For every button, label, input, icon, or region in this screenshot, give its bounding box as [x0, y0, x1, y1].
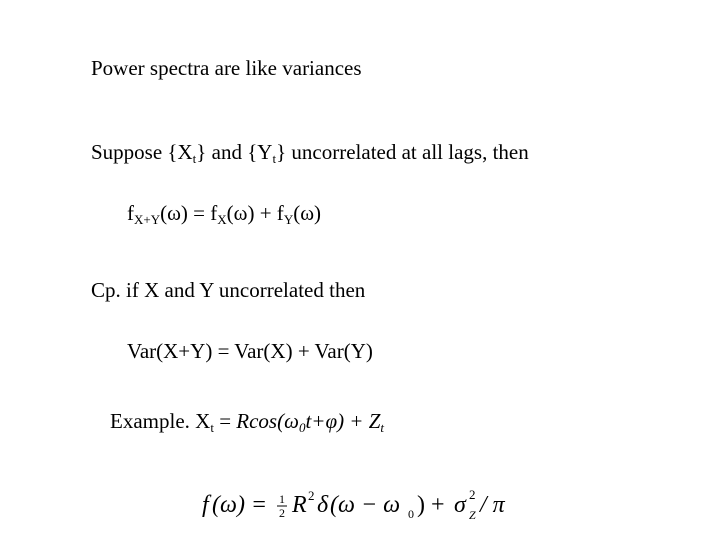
spectrum-part-2: (ω) + f — [226, 201, 284, 225]
example-rcos: Rcos(ω — [236, 409, 299, 433]
spectrum-sub-y: Y — [283, 212, 294, 227]
formula-r-exp: 2 — [308, 488, 315, 503]
formula-sigma: σ — [454, 492, 466, 518]
formula-omega-arg: (ω) = — [212, 492, 268, 518]
formula-sigma-sub: Z — [469, 508, 476, 522]
example-sub-0: 0 — [298, 420, 306, 435]
spectrum-sub-xy: X+Y — [134, 212, 161, 227]
formula-delta: δ — [317, 492, 329, 518]
spectral-density-formula — [198, 482, 538, 526]
title-text: Power spectra are like variances — [91, 56, 362, 80]
variance-text: Var(X+Y) = Var(X) + Var(Y) — [127, 339, 373, 363]
suppose-sub-x: t — [192, 151, 197, 166]
suppose-suffix: } uncorrelated at all lags, then — [276, 140, 529, 164]
formula-r: R — [292, 492, 307, 518]
spectrum-sub-x: X — [217, 212, 227, 227]
example-statement — [110, 409, 385, 435]
example-equals: = — [213, 409, 237, 433]
example-sub-t2: t — [380, 420, 385, 435]
formula-half-den: 2 — [279, 506, 285, 520]
spectrum-equation — [127, 201, 322, 227]
suppose-middle: } and {Y — [196, 140, 273, 164]
formula-delta-arg: (ω − ω — [330, 492, 401, 518]
formula-omega0-sub: 0 — [408, 507, 414, 521]
example-label: Example. X — [110, 409, 211, 433]
formula-div-pi: / π — [480, 492, 505, 518]
compare-statement — [91, 280, 365, 301]
example-arg: t+φ — [305, 409, 338, 433]
formula-f: f — [202, 492, 209, 518]
formula-sigma-exp: 2 — [469, 487, 476, 502]
suppose-sub-y: t — [272, 151, 277, 166]
example-plus-z: ) + Z — [337, 409, 381, 433]
formula-half-num: 1 — [279, 492, 285, 506]
variance-equation — [127, 341, 373, 362]
suppose-statement — [91, 140, 529, 166]
formula-close-plus: ) + — [417, 492, 445, 518]
suppose-prefix: Suppose {X — [91, 140, 193, 164]
spectrum-f1: f — [127, 201, 134, 225]
slide-title — [91, 58, 362, 79]
example-sub-t: t — [210, 420, 214, 435]
spectrum-part-1: (ω) = f — [160, 201, 218, 225]
compare-text: Cp. if X and Y uncorrelated then — [91, 278, 366, 302]
spectrum-part-3: (ω) — [293, 201, 322, 225]
